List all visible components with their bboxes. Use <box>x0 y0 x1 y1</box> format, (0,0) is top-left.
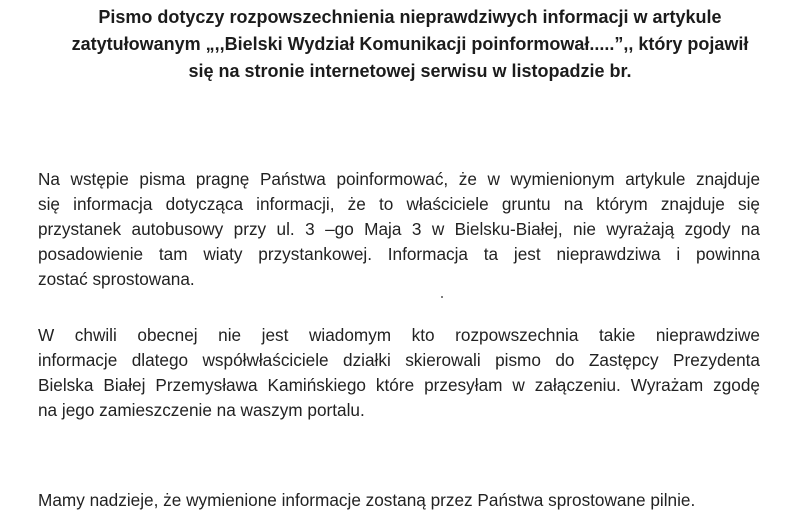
paragraph-line: W chwili obecnej nie jest wiadomym kto rozpowszechnia takie nieprawdziwe <box>38 325 760 345</box>
paragraph-line: na jego zamieszczenie na waszym portalu. <box>38 400 365 420</box>
title-line-1: Pismo dotyczy rozpowszechnienia nieprawdziwych informacji w artykule <box>98 7 722 27</box>
paragraph-closing <box>38 488 760 513</box>
paragraph-line: Na wstępie pisma pragnę Państwa poinformować, że w wymienionym artykule znajduje <box>38 169 760 189</box>
document-title <box>60 4 760 85</box>
paragraph-line: informacje dlatego współwłaściciele działki skierowali pismo do Zastępcy Prezydenta <box>38 350 760 370</box>
paragraph-line: posadowienie tam wiaty przystankowej. Informacja ta jest nieprawdziwa i powinna <box>38 244 760 264</box>
paragraph-line: Bielska Białej Przemysława Kamińskiego które przesyłam w załączeniu. Wyrażam zgodę <box>38 375 760 395</box>
paragraph-line: zostać sprostowana. <box>38 269 195 289</box>
title-line-2: zatytułowanym „,,Bielski Wydział Komunikacji poinformował.....”,, który pojawił <box>71 34 749 54</box>
scan-speck <box>441 296 443 298</box>
paragraph-line: przystanek autobusowy przy ul. 3 –go Maja 3 w Bielsku-Białej, nie wyrażają zgody na <box>38 219 760 239</box>
paragraph-line: się informacja dotycząca informacji, że to właściciele gruntu na którym znajduje się <box>38 194 760 214</box>
paragraph-line: Mamy nadzieje, że wymienione informacje zostaną przez Państwa sprostowane pilnie. <box>38 490 696 510</box>
paragraph-current-situation <box>38 323 760 423</box>
paragraph-intro <box>38 167 760 292</box>
title-line-3: się na stronie internetowej serwisu w listopadzie br. <box>188 61 632 81</box>
